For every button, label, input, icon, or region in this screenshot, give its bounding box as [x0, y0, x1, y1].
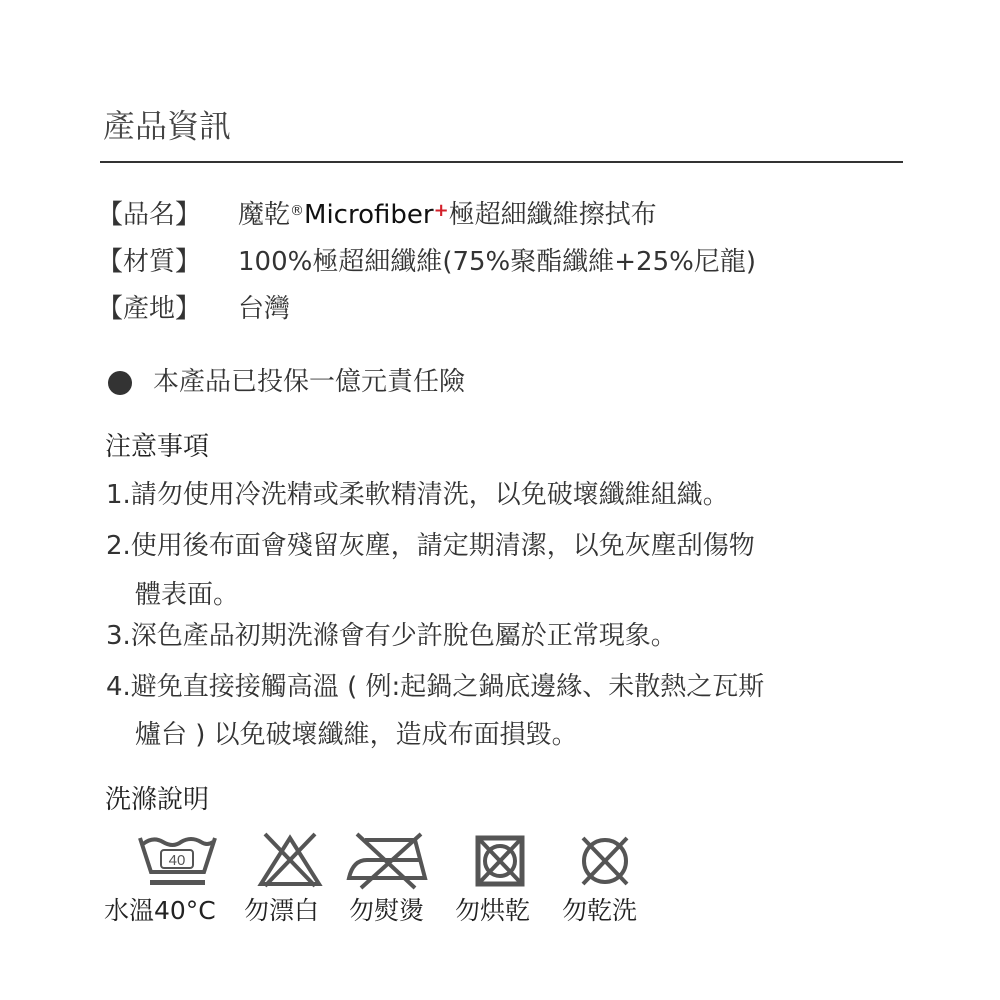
note-item: 2.使用後布面會殘留灰塵，請定期清潔，以免灰塵刮傷物 — [106, 531, 755, 561]
no-tumble-dry-icon — [472, 830, 528, 890]
note-item: 1.請勿使用冷洗精或柔軟精清洗，以免破壞纖維組織。 — [106, 480, 729, 510]
no-iron-icon — [345, 830, 435, 890]
no-dry-clean-label: 勿乾洗 — [562, 896, 638, 925]
wash-temp-label: 水溫40°C — [104, 896, 216, 925]
name-prefix: 魔乾 — [238, 200, 291, 230]
note-item-continued: 爐台 ) 以免破壞纖維，造成布面損毀。 — [135, 720, 578, 750]
name-label: 【品名】 — [97, 200, 202, 230]
material-value: 100%極超細纖維(75%聚酯纖維+25%尼龍) — [238, 247, 756, 277]
brand-plus: + — [433, 200, 449, 221]
note-item: 3.深色產品初期洗滌會有少許脫色屬於正常現象。 — [106, 621, 677, 651]
bullet-icon — [108, 371, 132, 395]
page-title: 產品資訊 — [103, 107, 232, 145]
registered-mark: ® — [290, 203, 305, 219]
origin-label: 【產地】 — [97, 294, 202, 324]
notes-heading: 注意事項 — [105, 432, 210, 462]
name-value — [238, 202, 657, 228]
no-iron-label: 勿熨燙 — [349, 896, 425, 925]
no-bleach-icon — [255, 830, 325, 890]
no-tumble-dry-label: 勿烘乾 — [455, 896, 531, 925]
note-item-continued: 體表面。 — [135, 580, 240, 610]
wash-40-icon — [135, 830, 220, 890]
name-suffix: 極超細纖維擦拭布 — [448, 200, 657, 230]
no-dry-clean-icon — [575, 830, 635, 890]
note-item: 4.避免直接接觸高溫 ( 例:起鍋之鍋底邊緣、未散熱之瓦斯 — [106, 672, 765, 702]
brand-name: Microfiber — [304, 200, 434, 230]
no-bleach-label: 勿漂白 — [244, 896, 320, 925]
origin-value: 台灣 — [238, 294, 291, 324]
wash-temp-text: 40 — [168, 852, 186, 869]
care-heading: 洗滌說明 — [105, 785, 210, 815]
title-divider — [100, 161, 903, 163]
insurance-note: 本產品已投保一億元責任險 — [153, 367, 466, 397]
material-label: 【材質】 — [97, 247, 202, 277]
